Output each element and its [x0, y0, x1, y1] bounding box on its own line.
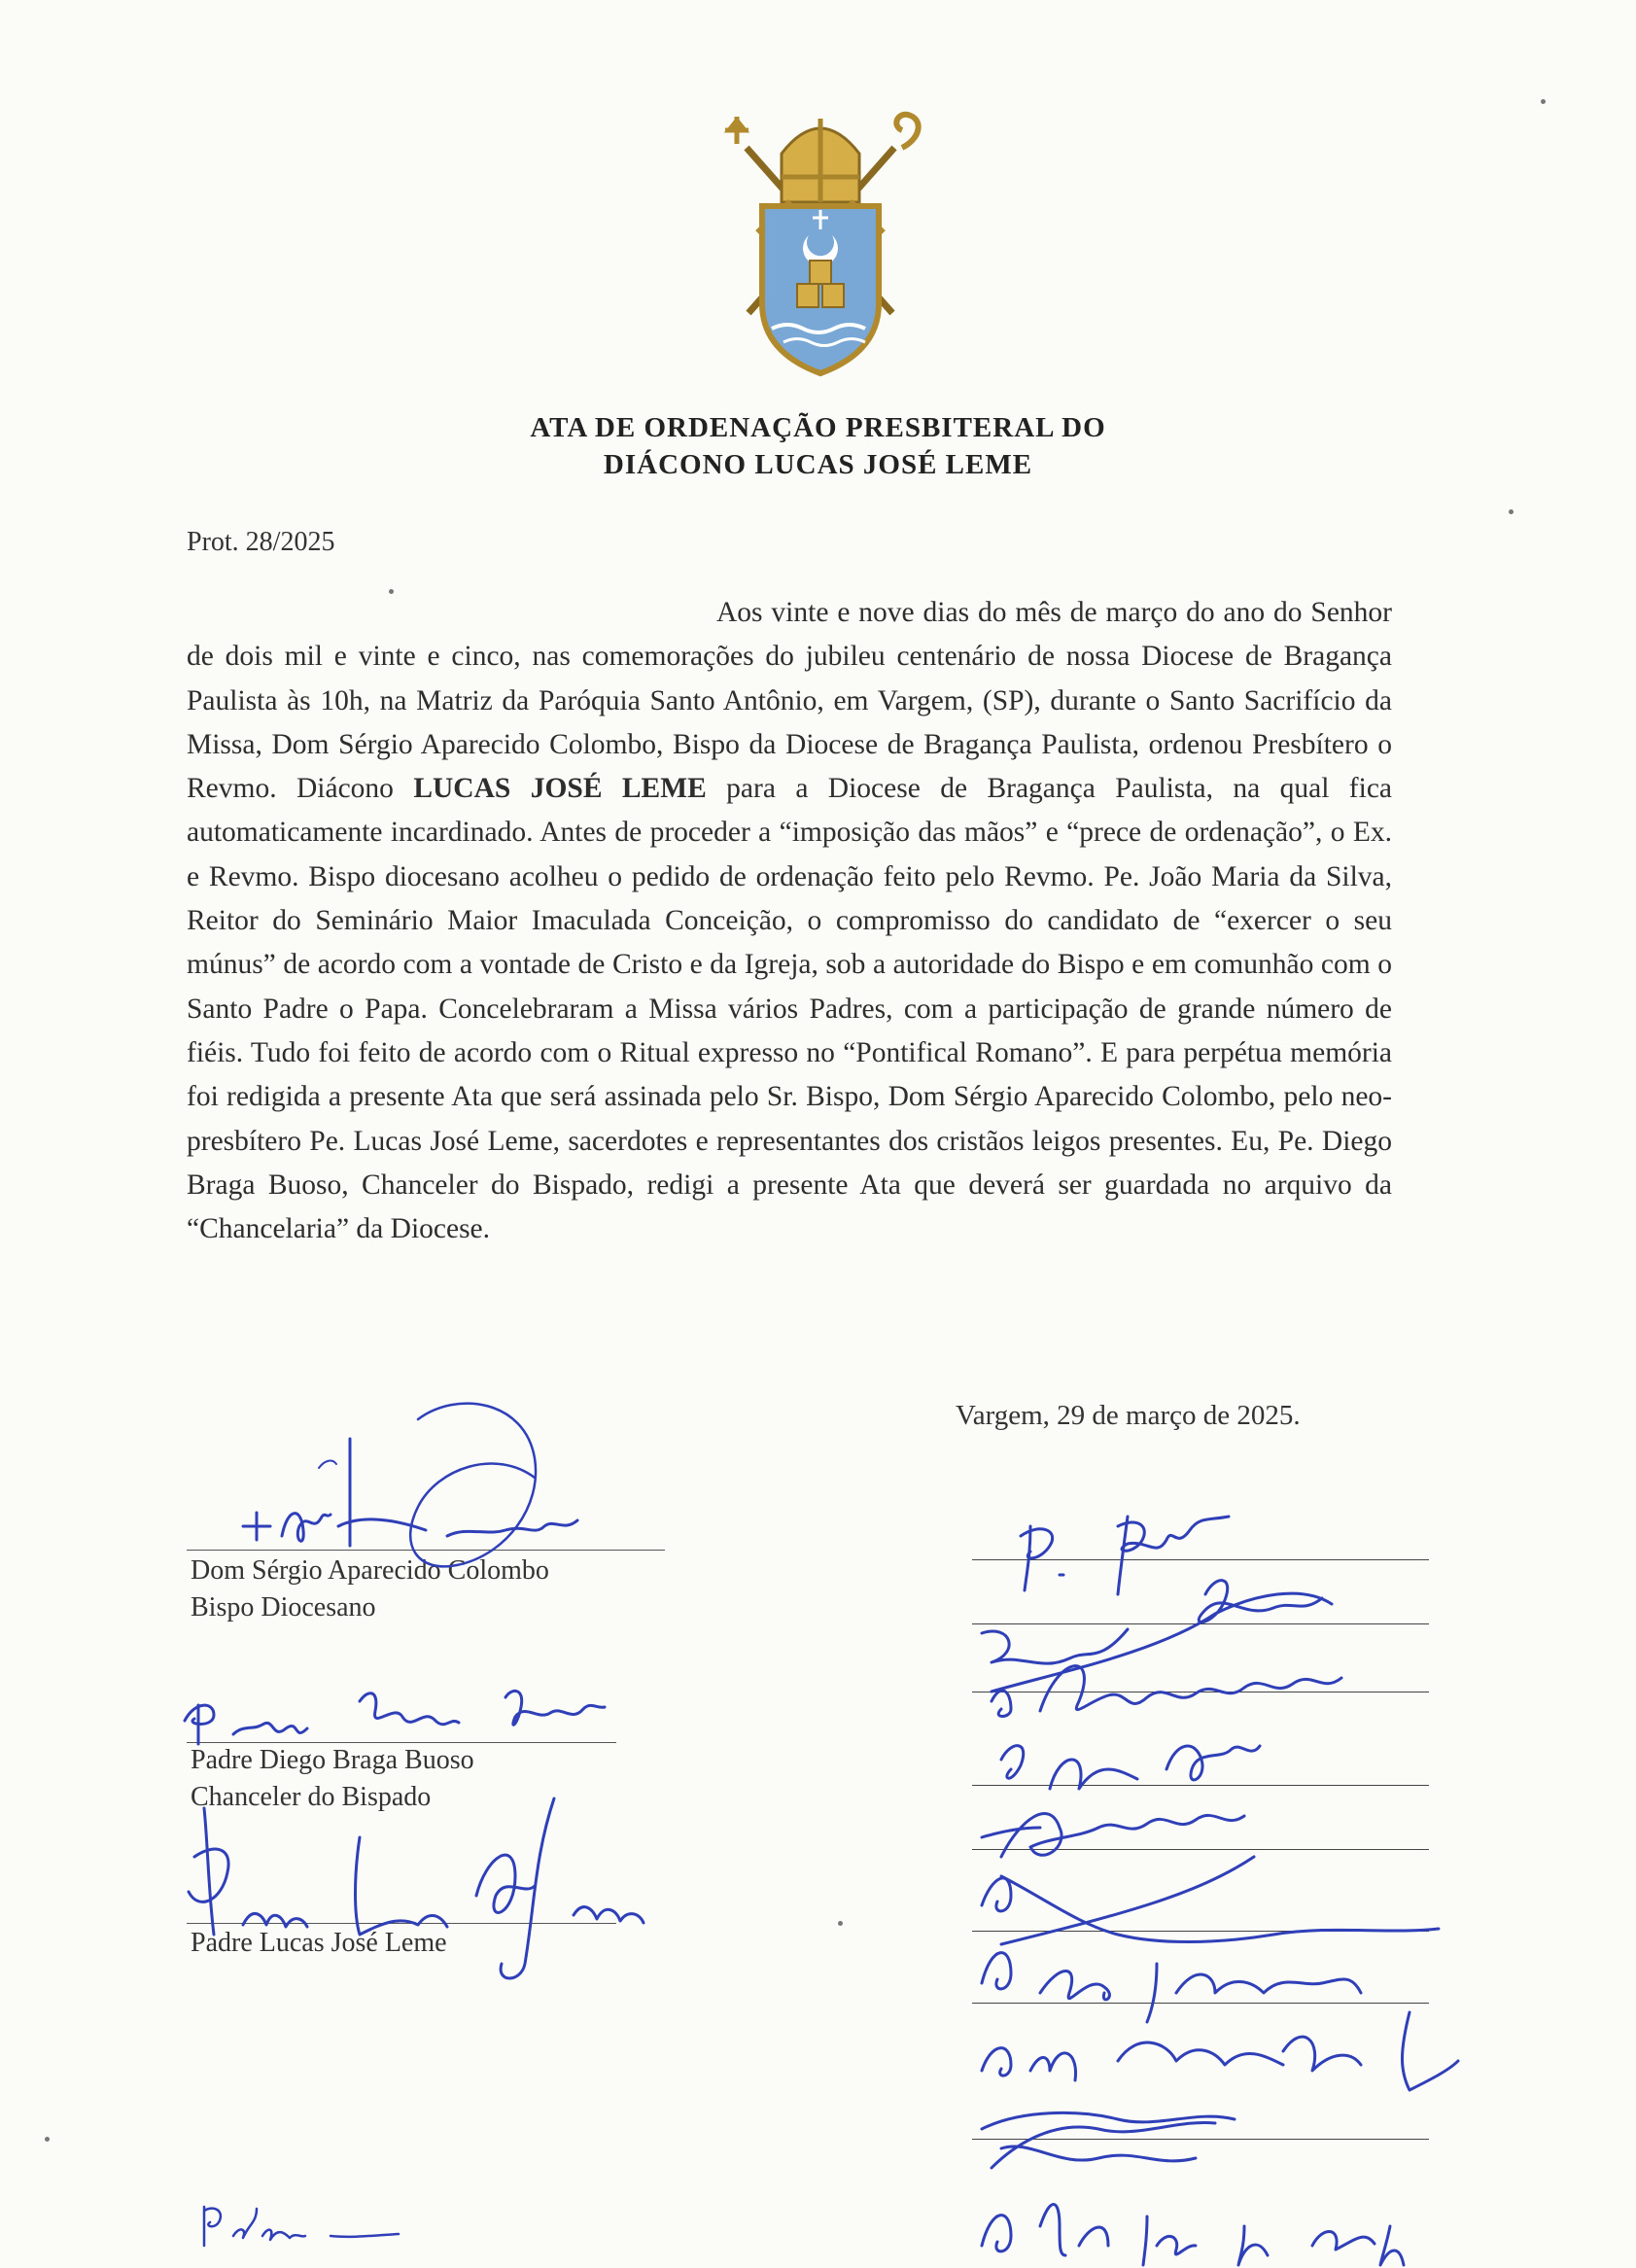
episcopal-coat-of-arms-icon [708, 109, 933, 381]
scan-speck [1509, 509, 1514, 514]
new-priest-handwritten-signature [185, 1798, 671, 1983]
date-line: Vargem, 29 de março de 2025. [956, 1400, 1301, 1431]
ordinand-name: LUCAS JOSÉ LEME [413, 773, 707, 805]
pe-felicio-handwritten-signature [194, 2197, 418, 2255]
chancellor-handwritten-signature [175, 1672, 632, 1760]
scan-speck [838, 1921, 843, 1926]
document-title-line-2: DIÁCONO LUCAS JOSÉ LEME [603, 449, 1033, 480]
minutes-body [187, 591, 1392, 1251]
signatory-name: Padre Lucas José Leme [191, 1928, 447, 1958]
document-title-line-1: ATA DE ORDENAÇÃO PRESBITERAL DO [530, 412, 1106, 443]
signatory-role: Chanceler do Bispado [191, 1782, 432, 1812]
bishop-handwritten-signature [224, 1380, 671, 1633]
body-text-part-1: Aos vinte e nove dias do mês de março do ano do Senhor de dois mil e vinte e cinco, nas comemorações do jubileu centenário de nossa Diocese de Bragança Paulista às 10h, na Matriz da Paróquia Santo Antônio, em Vargem, (SP), durante o Santo Sacrifício da Missa, Dom Sérgio Aparecido Colombo, Bispo da Diocese de Bragança Paulista, ordenou Presbítero o Revmo. Diácono [187, 597, 1392, 805]
signatory-name: Padre Diego Braga Buoso [191, 1745, 474, 1775]
signatory-role: Bispo Diocesano [191, 1592, 376, 1622]
scan-speck [1541, 99, 1546, 104]
scan-speck [389, 589, 394, 594]
scan-speck [45, 2137, 50, 2142]
protocol-number: Prot. 28/2025 [187, 527, 335, 557]
clergy-handwritten-signatures [962, 1507, 1604, 2265]
signatory-name: Dom Sérgio Aparecido Colombo [191, 1555, 549, 1586]
body-text-part-2: para a Diocese de Bragança Paulista, na qual fica automaticamente incardinado. Antes de proceder a “imposição das mãos” e “prece de ordenação”, o Ex. e Revmo. Bispo diocesano acolheu o pedido de ordenação feito pelo Revmo. Pe. João Maria da Silva, Reitor do Seminário Maior Imaculada Conceição, o compromisso do candidato de “exercer o seu múnus” de acordo com a vontade de Cristo e da Igreja, sob a autoridade do Bispo e em comunhão com o Santo Padre o Papa. Concelebraram a Missa vários Padres, com a participação de grande número de fiéis. Tudo foi feito de acordo com o Ritual expresso no “Pontifical Romano”. E para perpétua memória foi redigida a presente Ata que será assinada pelo Sr. Bispo, Dom Sérgio Aparecido Colombo, pelo neo-presbítero Pe. Lucas José Leme, sacerdotes e representantes dos cristãos leigos presentes. Eu, Pe. Diego Braga Buoso, Chanceler do Bispado, redigi a presente Ata que deverá ser guardada no arquivo da “Chancelaria” da Diocese. [187, 773, 1393, 1245]
